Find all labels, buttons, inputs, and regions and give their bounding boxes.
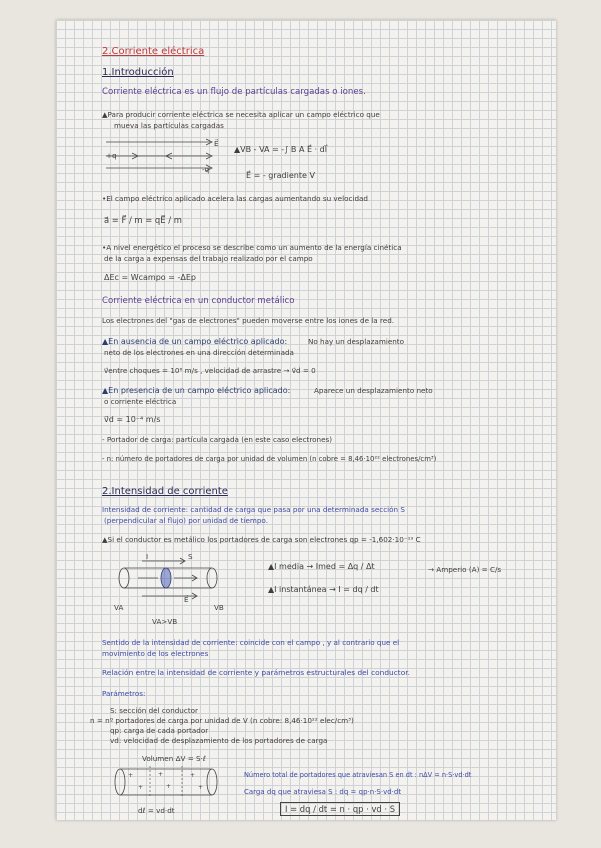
field-note: ▲Para producir corriente eléctrica se necesita aplicar un campo eléctrico que [102,110,380,119]
energy-note: •A nivel energético el proceso se describe como un aumento de la energía cinética [102,243,402,252]
energy-note-2: de la carga a expensas del trabajo realizado por el campo [104,254,313,263]
acceleration-equation: a⃗ = F⃗ / m = qE⃗ / m [104,215,182,225]
svg-text:+: + [190,772,196,779]
drift-velocity: v⃗d = 10⁻⁴ m/s [104,415,161,424]
params-label: Parámetros: [102,689,146,698]
figure-i-label: I [146,552,149,561]
svg-text:+: + [158,771,164,778]
sketch-field-label: E⃗ [214,139,219,148]
presence-note-2: o corriente eléctrica [104,397,177,406]
absence-note: ▲En ausencia de un campo eléctrico aplicado: [102,337,288,346]
svg-text:+: + [128,772,134,779]
potential-equation: ▲VB - VA = -∫ B A E⃗ · dl⃗ [234,145,327,154]
volume-bottom-label: dℓ = vd·dt [138,806,175,815]
charges-field-sketch [102,134,232,176]
svg-text:+: + [138,784,144,791]
final-equation-box: I = dq / dt = n · qp · vd · S [280,802,400,816]
presence-tail: Aparece un desplazamiento neto [314,386,433,395]
sense-note: Sentido de la intensidad de corriente: coincide con el campo , y al contrario que el [102,638,400,647]
gradient-equation: E⃗ = - gradiente V [246,171,315,180]
section-title: 2.Corriente eléctrica [102,46,205,57]
absence-note-2: neto de los electrones en una dirección determinada [104,348,294,357]
field-note-2: mueva las partículas cargadas [114,121,224,130]
figure-va-label: VA [114,603,124,612]
carriers-note: - Portador de carga: partícula cargada (en este caso electrones) [102,435,333,444]
intro-heading: 1.Introducción [102,67,174,78]
acceleration-note: •El campo eléctrico aplicado acelera las cargas aumentando su velocidad [102,194,368,203]
figure-compare-label: VA>VB [152,617,178,626]
notebook-page [56,20,556,820]
figure-e-label: E⃗ [184,595,189,604]
svg-text:+: + [198,784,204,791]
svg-text:+: + [166,783,172,790]
absence-note-3: v⃗entre choques = 10⁶ m/s , velocidad de arrastre → v⃗d = 0 [104,366,316,375]
conductor-figure [112,552,228,612]
intensity-definition-2: (perpendicular al flujo) por unidad de tiempo. [104,516,268,525]
ampere-unit: → Amperio (A) = C/s [428,565,502,574]
electron-note: ▲Si el conductor es metálico los portadores de carga son electrones qp = -1,602·10⁻¹⁹ C [102,535,421,544]
param-q: qp: carga de cada portador [110,726,209,735]
param-s: S: sección del conductor [110,706,198,715]
charge-through-note: Carga dq que atraviesa S : dq = qp·n·S·vd·dt [244,788,402,796]
relation-note: Relación entre la intensidad de corriente y parámetros estructurales del conductor. [102,668,410,677]
intro-definition: Corriente eléctrica es un flujo de partículas cargadas o iones. [102,87,366,97]
volume-label: Volumen ΔV = S·ℓ [142,754,206,763]
section-s-shape [161,568,171,588]
total-carriers-note: Número total de portadores que atraviesan S en dt : nΔV = n·S·vd·dt [244,771,472,779]
intensity-heading: 2.Intensidad de corriente [102,486,228,497]
i-media-equation: ▲I media → Imed = Δq / Δt [268,562,375,571]
figure-vb-label: VB [214,603,224,612]
param-n: n = nº portadores de carga por unidad de V (n cobre: 8,46·10²² elec/cm³) [90,716,354,725]
sense-note-2: movimiento de los electrones [102,649,209,658]
sketch-minus-q: -q [202,165,210,174]
sketch-plus-q: +q [106,151,117,160]
density-note: - n: número de portadores de carga por unidad de volumen (n cobre = 8,46·10²² electrones/cm³) [102,455,437,463]
figure-s-label: S [188,552,193,561]
i-instant-equation: ▲I instantánea → I = dq / dt [268,585,379,594]
presence-note: ▲En presencia de un campo eléctrico aplicado: [102,386,291,395]
energy-equation: ΔEc = Wcampo = -ΔEp [104,273,196,282]
intensity-definition: Intensidad de corriente: cantidad de carga que pasa por una determinada sección S [102,505,405,514]
volume-figure [108,764,228,804]
absence-tail: No hay un desplazamiento [308,337,405,346]
gas-note: Los electrones del "gas de electrones" pueden moverse entre los iones de la red. [102,316,395,325]
param-v: vd: velocidad de desplazamiento de los portadores de carga [110,736,328,745]
metal-heading: Corriente eléctrica en un conductor metálico [102,296,295,306]
